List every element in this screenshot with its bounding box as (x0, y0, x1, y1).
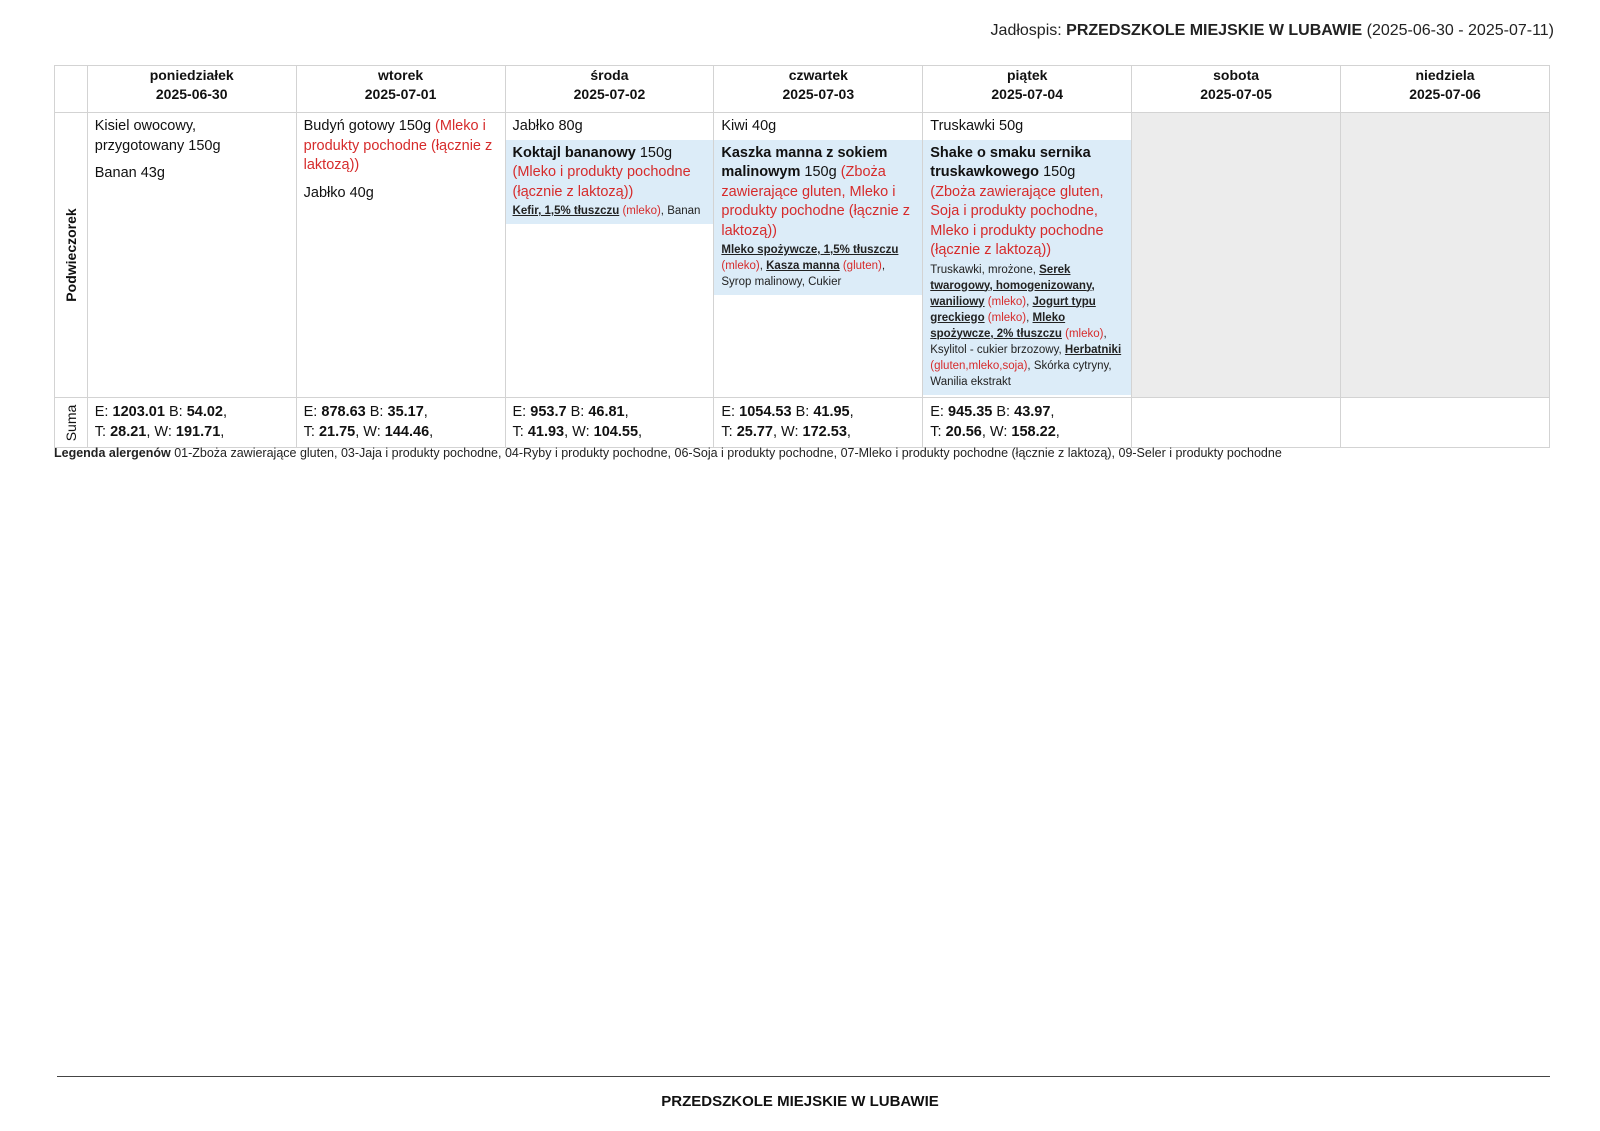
meal-row-label (55, 113, 88, 398)
sum-carbs: 191.71 (175, 423, 221, 440)
ingredient: Banan (667, 205, 701, 217)
ingredients: Mleko spożywcze, 1,5% tłuszczu (mleko), Kasza manna (gluten), Syrop malinowy, Cukier (721, 244, 899, 288)
day-date: 2025-07-02 (573, 86, 646, 102)
sum-cell-mon: E: 1203.01 B: 54.02, T: 28.21, W: 191.71, (87, 398, 296, 448)
ingredients: Kefir, 1,5% tłuszczu (mleko), Banan (512, 205, 701, 217)
sum-cell-wed: E: 953.7 B: 46.81, T: 41.93, W: 104.55, (505, 398, 714, 448)
dish-name: Kaszka manna z sokiem malinowym (721, 144, 888, 180)
dish-block (506, 140, 714, 225)
header-prefix: Jadłospis: (990, 22, 1062, 39)
sum-carbs: 172.53 (802, 423, 847, 440)
legend-title: Legenda alergenów (54, 446, 171, 460)
day-header-wed (505, 66, 714, 113)
menu-table (54, 65, 1550, 448)
meal-item: Jabłko 40g (303, 184, 374, 201)
sum-cell-sat (1132, 398, 1341, 448)
ingredient-allergen: (gluten) (842, 260, 882, 272)
sum-cell-thu: E: 1054.53 B: 41.95, T: 25.77, W: 172.53, (714, 398, 923, 448)
meal-item: Banan 43g (94, 165, 165, 181)
sum-fat: 20.56 (945, 423, 982, 440)
day-header-tue (296, 66, 505, 113)
ingredient-allergen: (mleko) (987, 311, 1027, 324)
ingredient: Mleko spożywcze, 1,5% tłuszczu (721, 244, 899, 256)
allergen-text: (Zboża zawierające gluten, Mleko i produkty pochodne (łącznie z laktozą)) (721, 164, 911, 239)
meal-cell-sat (1132, 113, 1341, 398)
sum-cell-tue: E: 878.63 B: 35.17, T: 21.75, W: 144.46, (296, 398, 505, 448)
day-date: 2025-07-03 (782, 86, 855, 102)
meal-label-text: Podwieczorek (62, 208, 79, 302)
meal-row (55, 113, 1550, 398)
day-date: 2025-06-30 (155, 86, 228, 102)
dish-qty: 150g (804, 164, 837, 180)
sum-protein: 35.17 (387, 404, 424, 420)
ingredient-allergen: (mleko) (721, 260, 760, 272)
header-institution: PRZEDSZKOLE MIEJSKIE W LUBAWIE (1066, 22, 1363, 39)
ingredient-allergen: (mleko) (1065, 327, 1104, 340)
allergen-text: (Zboża zawierające gluten, Soja i produkty pochodne, Mleko i produkty pochodne (łącznie z laktozą)) (930, 183, 1104, 258)
sum-fat: 21.75 (318, 423, 356, 440)
page-header (991, 22, 1554, 40)
meal-cell-wed (505, 113, 714, 398)
day-header-mon (87, 66, 296, 113)
ingredient: Mleko spożywcze, 2% tłuszczu (930, 311, 1066, 340)
dish-qty: 150g (639, 144, 673, 161)
ingredient-allergen: (mleko) (987, 295, 1027, 308)
day-date: 2025-07-05 (1200, 86, 1272, 102)
ingredient: Skórka cytryny, Wanilia ekstrakt (930, 359, 1112, 388)
sum-protein: 54.02 (186, 404, 223, 420)
ingredient: Syrop malinowy, Cukier (721, 276, 842, 288)
day-name: piątek (1006, 67, 1048, 83)
sum-energy: 945.35 (948, 404, 993, 420)
sum-label-text: Suma (62, 404, 79, 441)
ingredient: Herbatniki (1064, 343, 1122, 356)
dish-block (714, 140, 922, 296)
day-name: środa (590, 67, 629, 83)
ingredient-allergen: (gluten,mleko,soja) (930, 359, 1028, 372)
allergen-text: (Mleko i produkty pochodne (łącznie z laktozą)) (303, 118, 493, 173)
day-name: niedziela (1415, 67, 1475, 83)
ingredient: Ksylitol - cukier brzozowy, (930, 343, 1062, 356)
sum-protein: 41.95 (813, 404, 850, 420)
sum-energy: 953.7 (530, 404, 567, 420)
ingredient-allergen: (mleko) (622, 205, 661, 217)
dish-qty: 150g (1043, 164, 1076, 180)
sum-carbs: 144.46 (384, 423, 430, 440)
meal-cell-sun (1341, 113, 1550, 398)
day-name: czwartek (788, 67, 848, 83)
meal-item: Truskawki 50g (930, 118, 1024, 134)
day-header-fri (923, 66, 1132, 113)
day-name: sobota (1213, 67, 1260, 83)
sum-protein: 46.81 (588, 404, 625, 420)
meal-item: Kisiel owocowy, przygotowany 150g (94, 118, 221, 154)
dish-block (923, 140, 1131, 395)
meal-item (304, 117, 498, 176)
day-name: wtorek (378, 67, 424, 83)
sum-fat: 41.93 (527, 423, 565, 440)
sum-carbs: 104.55 (593, 423, 639, 440)
meal-cell-tue (296, 113, 505, 398)
allergen-legend (54, 446, 1282, 460)
ingredient: Serek twarogowy, homogenizowany, waniliowy (930, 263, 1095, 308)
day-date: 2025-07-01 (364, 86, 437, 102)
ingredient: Truskawki, mrożone, (930, 263, 1036, 276)
ingredient: Kefir, 1,5% tłuszczu (512, 205, 620, 217)
sum-fat: 25.77 (736, 423, 773, 440)
corner-cell (55, 66, 88, 113)
allergen-text: (Mleko i produkty pochodne (łącznie z laktozą)) (512, 164, 691, 200)
sum-cell-fri: E: 945.35 B: 43.97, T: 20.56, W: 158.22, (923, 398, 1132, 448)
meal-item: Jabłko 80g (512, 118, 583, 134)
sum-row (55, 398, 1550, 448)
page-footer: PRZEDSZKOLE MIEJSKIE W LUBAWIE (661, 1093, 939, 1110)
header-row (55, 66, 1550, 113)
day-header-sun (1341, 66, 1550, 113)
day-header-sat (1132, 66, 1341, 113)
sum-carbs: 158.22 (1011, 423, 1056, 440)
footer-divider (57, 1076, 1550, 1077)
meal-item-name: Budyń gotowy 150g (303, 118, 432, 134)
dish-name: Shake o smaku sernika truskawkowego (930, 144, 1091, 180)
dish-name: Koktajl bananowy (512, 144, 636, 161)
ingredient: Jogurt typu greckiego (930, 295, 1096, 324)
sum-energy: 878.63 (321, 404, 366, 420)
day-name: poniedziałek (149, 67, 234, 83)
day-date: 2025-07-06 (1409, 86, 1481, 102)
header-range: (2025-06-30 - 2025-07-11) (1366, 22, 1554, 39)
day-date: 2025-07-04 (991, 86, 1064, 102)
sum-energy: 1203.01 (112, 404, 165, 420)
sum-fat: 28.21 (110, 423, 147, 440)
ingredient: Kasza manna (766, 260, 840, 272)
meal-item: Kiwi 40g (721, 118, 777, 134)
day-header-thu (714, 66, 923, 113)
meal-cell-thu (714, 113, 923, 398)
meal-cell-fri (923, 113, 1132, 398)
ingredients: Truskawki, mrożone, Serek twarogowy, homogenizowany, waniliowy (mleko), Jogurt typu greckiego (mleko), Mleko spożywcze, 2% tłuszczu (mleko), Ksylitol - cukier brzozowy, Herbatniki (gluten,mleko,soja), Skórka cytryny, Wanilia ekstrakt (930, 263, 1122, 388)
sum-cell-sun (1341, 398, 1550, 448)
legend-text: 01-Zboża zawierające gluten, 03-Jaja i produkty pochodne, 04-Ryby i produkty pochodne, 06-Soja i produkty pochodne, 07-Mleko i produkty pochodne (łącznie z laktozą), 09-Seler i produkty pochodne (174, 446, 1282, 460)
sum-row-label (55, 398, 88, 448)
sum-energy: 1054.53 (739, 404, 792, 420)
sum-protein: 43.97 (1014, 404, 1051, 420)
meal-cell-mon (87, 113, 296, 398)
